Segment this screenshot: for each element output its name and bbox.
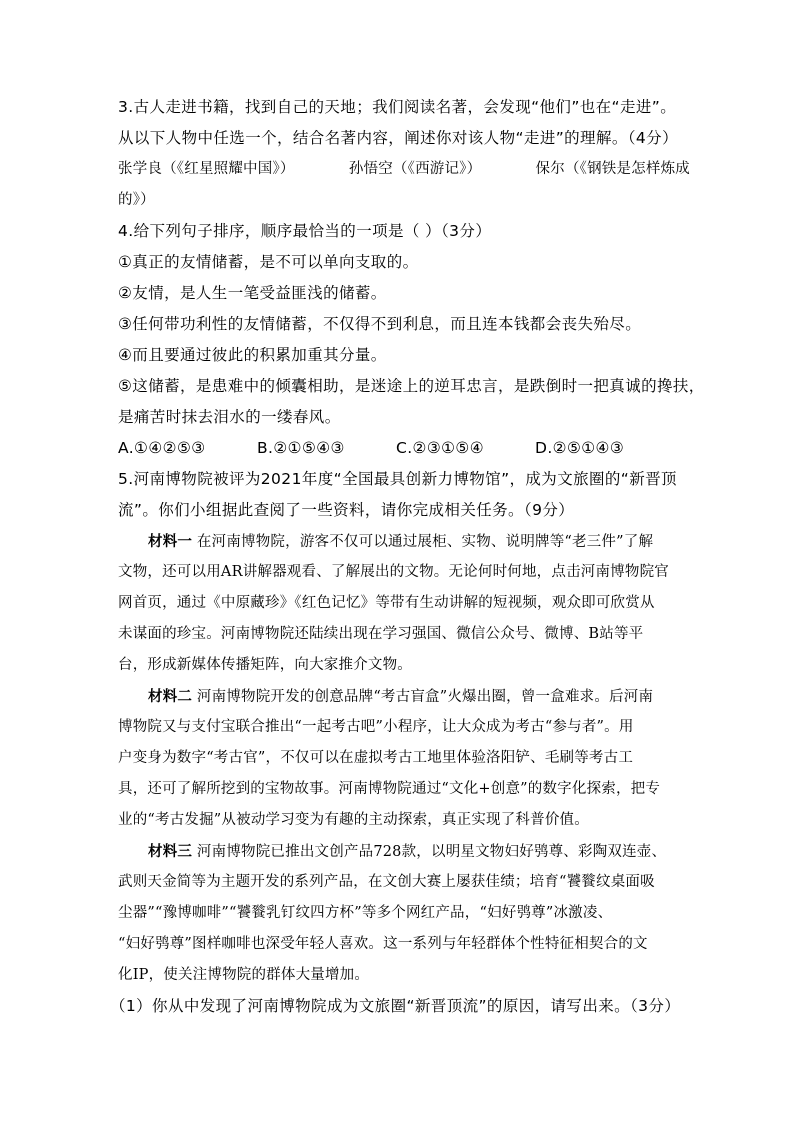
material-3-line-1 xyxy=(118,836,690,867)
q4-sentence-2: ②友情，是人生一笔受益匪浅的储蓄。 xyxy=(118,284,387,302)
material-1-text-1: 在河南博物院，游客不仅可以通过展柜、实物、说明牌等“老三件”了解 xyxy=(196,534,654,550)
q3-book-3: 保尔（《钢铁是怎样炼成 xyxy=(535,161,690,177)
q3-book-3-end: 的》） xyxy=(118,192,155,208)
material-1-line-5: 台，形成新媒体传播矩阵，向大家推介文物。 xyxy=(118,657,412,673)
q3-book-2: 孙悟空（《西游记》） xyxy=(348,161,482,177)
material-2-text-1: 河南博物院开发的创意品牌“考古盲盒”火爆出圈，曾一盒难求。后河南 xyxy=(196,689,654,705)
page-content xyxy=(110,92,705,1022)
material-1-line-2: 文物，还可以用AR讲解器观看、了解展出的文物。无论何时何地，点击河南博物院官 xyxy=(118,564,669,580)
material-2-line-1 xyxy=(118,681,690,712)
q4-sentence-5b: 是痛苦时抹去泪水的一缕春风。 xyxy=(118,408,341,426)
material-3-line-3: 尘器”“豫博咖啡”“饕餮乳钉纹四方杯”等多个网红产品，“妇好鸮尊”冰激凌、 xyxy=(118,905,613,921)
material-3-line-2: 武则天金简等为主题开发的系列产品，在文创大赛上屡获佳绩；培育“饕餮纹桌面吸 xyxy=(118,874,655,890)
material-3-line-4: “妇好鸮尊”图样咖啡也深受年轻人喜欢。这一系列与年轻群体个性特征相契合的文 xyxy=(118,936,648,952)
q3-book-1: 张学良（《红星照耀中国》） xyxy=(118,161,295,177)
material-2-line-5: 业的“考古发掘”从被动学习变为有趣的主动探索，真正实现了科普价值。 xyxy=(118,812,589,828)
q4-option-c: C.②③①⑤④ xyxy=(396,439,485,457)
q4-stem: 4.给下列句子排序，顺序最恰当的一项是（ ）（3分） xyxy=(118,222,492,240)
material-2-line-2: 博物院又与支付宝联合推出“一起考古吧”小程序，让大众成为考古“参与者”。用 xyxy=(118,719,634,735)
q4-option-a: A.①④②⑤③ xyxy=(118,439,206,457)
q3-book-options xyxy=(118,154,690,185)
material-1-label: 材料一 xyxy=(148,533,193,550)
material-3-line-5: 化IP，使关注博物院的群体大量增加。 xyxy=(118,967,370,983)
q4-option-d: D.②⑤①④③ xyxy=(535,439,625,457)
material-3-label: 材料三 xyxy=(148,843,193,860)
material-3-text-1: 河南博物院已推出文创产品728款，以明星文物妇好鸮尊、彩陶双连壶、 xyxy=(196,844,667,860)
material-2-line-3: 户变身为数字“考古官”，不仅可以在虚拟考古工地里体验洛阳铲、毛刷等考古工 xyxy=(118,750,634,766)
q4-sentence-3: ③任何带功利性的友情储蓄，不仅得不到利息，而且连本钱都会丧失殆尽。 xyxy=(118,315,642,333)
q4-sentence-1: ①真正的友情储蓄，是不可以单向支取的。 xyxy=(118,253,419,271)
q5-line-2: 流”。你们小组据此查阅了一些资料，请你完成相关任务。（9分） xyxy=(118,501,575,519)
material-1-line-3: 网首页，通过《中原藏珍》《红色记忆》等带有生动讲解的短视频，观众即可欣赏从 xyxy=(118,595,655,611)
material-1-line-4: 未谋面的珍宝。河南博物院还陆续出现在学习强国、微信公众号、微博、B站等平 xyxy=(118,626,644,642)
q3-line-2: 从以下人物中任选一个，结合名著内容，阐述你对该人物“走进”的理解。（4分） xyxy=(118,129,678,147)
q5-sub-question-1: （1）你从中发现了河南博物院成为文旅圈“新晋顶流”的原因，请写出来。（3分） xyxy=(110,997,681,1015)
q4-options xyxy=(118,433,690,464)
q3-line-1: 3.古人走进书籍，找到自己的天地；我们阅读名著，会发现“他们”也在“走进”。 xyxy=(118,98,677,116)
q4-option-b: B.②①⑤④③ xyxy=(257,439,345,457)
material-2-label: 材料二 xyxy=(148,688,193,705)
material-2-line-4: 具，还可了解所挖到的宝物故事。河南博物院通过“文化+创意”的数字化探索，把专 xyxy=(118,781,661,797)
q4-sentence-5a: ⑤这储蓄，是患难中的倾囊相助，是迷途上的逆耳忠言，是跌倒时一把真诚的搀扶， xyxy=(118,377,705,395)
material-1-line-1 xyxy=(118,526,690,557)
q5-line-1: 5.河南博物院被评为2021年度“全国最具创新力博物馆”，成为文旅圈的“新晋顶 xyxy=(118,470,677,488)
q4-sentence-4: ④而且要通过彼此的积累加重其分量。 xyxy=(118,346,387,364)
